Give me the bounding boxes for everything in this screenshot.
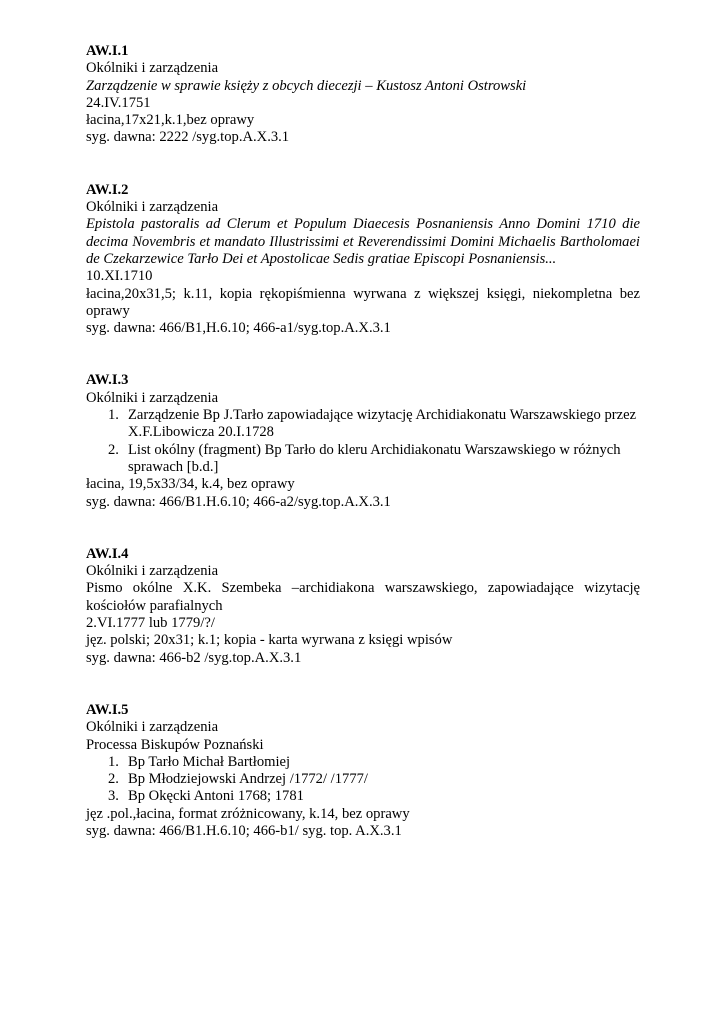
entry-old-signature: syg. dawna: 466/B1.H.6.10; 466-a2/syg.top.A.X.3.1 (86, 493, 391, 510)
list-item-number: 3. (108, 788, 119, 805)
entry-signature: AW.I.1 (86, 43, 129, 59)
list-item-text: Bp Tarło Michał Bartłomiej (128, 753, 291, 770)
entry-old-signature: syg. dawna: 466/B1.H.6.10; 466-b1/ syg. top. A.X.3.1 (86, 822, 402, 839)
entry-signature: AW.I.3 (86, 372, 129, 389)
entry-series: Okólniki i zarządzenia (86, 60, 219, 77)
entry-old-signature: syg. dawna: 466-b2 /syg.top.A.X.3.1 (86, 649, 302, 666)
archive-entry (86, 546, 640, 667)
entry-physical-description: łacina,20x31,5; k.11, kopia rękopiśmienna wyrwana z większej księgi, niekompletna bez oprawy (86, 285, 640, 319)
entry-physical-description: jęz .pol.,łacina, format zróżnicowany, k.14, bez oprawy (86, 805, 410, 822)
entry-series: Okólniki i zarządzenia (86, 199, 219, 216)
list-item-text: Bp Młodziejowski Andrzej /1772/ /1777/ (128, 771, 368, 788)
list-item (108, 788, 640, 805)
list-item-text: Zarządzenie Bp J.Tarło zapowiadające wizytację Archidiakonatu Warszawskiego przez X.F.Libowicza 20.I.1728 (128, 407, 637, 441)
entry-series: Okólniki i zarządzenia (86, 389, 219, 406)
entry-signature: AW.I.4 (86, 545, 129, 562)
entry-physical-description: łacina,17x21,k.1,bez oprawy (86, 112, 255, 129)
list-item-number: 1. (108, 407, 119, 424)
entry-description: Pismo okólne X.K. Szembeka –archidiakona warszawskiego, zapowiadające wizytację kościołów parafialnych (86, 580, 640, 614)
archive-entry (86, 372, 640, 510)
entry-signature: AW.I.2 (86, 181, 129, 198)
entry-old-signature: syg. dawna: 2222 /syg.top.A.X.3.1 (86, 129, 290, 146)
list-item-number: 1. (108, 753, 119, 770)
entry-physical-description: łacina, 19,5x33/34, k.4, bez oprawy (86, 476, 295, 493)
entry-date: 24.IV.1751 (86, 94, 151, 111)
entry-title: Epistola pastoralis ad Clerum et Populum Diaecesis Posnaniensis Anno Domini 1710 die decima Novembris et mandato Illustrissimi et Reverendissimi Domini Michaelis Bartholomaei de Czekarzewice Tarło Dei et Apostolicae Sedis gratiae Episcopi Posnaniensis... (86, 216, 640, 267)
entry-series: Okólniki i zarządzenia (86, 563, 219, 580)
entry-physical-description: jęz. polski; 20x31; k.1; kopia - karta wyrwana z księgi wpisów (86, 632, 453, 649)
list-item-text: List okólny (fragment) Bp Tarło do kleru Archidiakonatu Warszawskiego w różnych sprawach [b.d.] (128, 441, 621, 475)
list-item (108, 407, 640, 442)
archive-entry (86, 43, 640, 147)
entry-old-signature: syg. dawna: 466/B1,H.6.10; 466-a1/syg.top.A.X.3.1 (86, 320, 391, 337)
document-page (86, 43, 640, 840)
entry-item-list (86, 754, 640, 806)
entry-description: Processa Biskupów Poznański (86, 736, 264, 753)
list-item (108, 771, 640, 788)
entry-title: Zarządzenie w sprawie księży z obcych diecezji – Kustosz Antoni Ostrowski (86, 77, 527, 94)
archive-entry (86, 182, 640, 338)
archive-entry (86, 702, 640, 840)
list-item-number: 2. (108, 771, 119, 788)
list-item-text: Bp Okęcki Antoni 1768; 1781 (128, 788, 304, 805)
list-item (108, 441, 640, 477)
entry-item-list (86, 407, 640, 476)
entry-date: 2.VI.1777 lub 1779/?/ (86, 615, 215, 632)
entry-series: Okólniki i zarządzenia (86, 719, 219, 736)
list-item (108, 753, 640, 771)
entry-date: 10.XI.1710 (86, 268, 153, 285)
list-item-number: 2. (108, 441, 119, 458)
entry-signature: AW.I.5 (86, 701, 129, 718)
